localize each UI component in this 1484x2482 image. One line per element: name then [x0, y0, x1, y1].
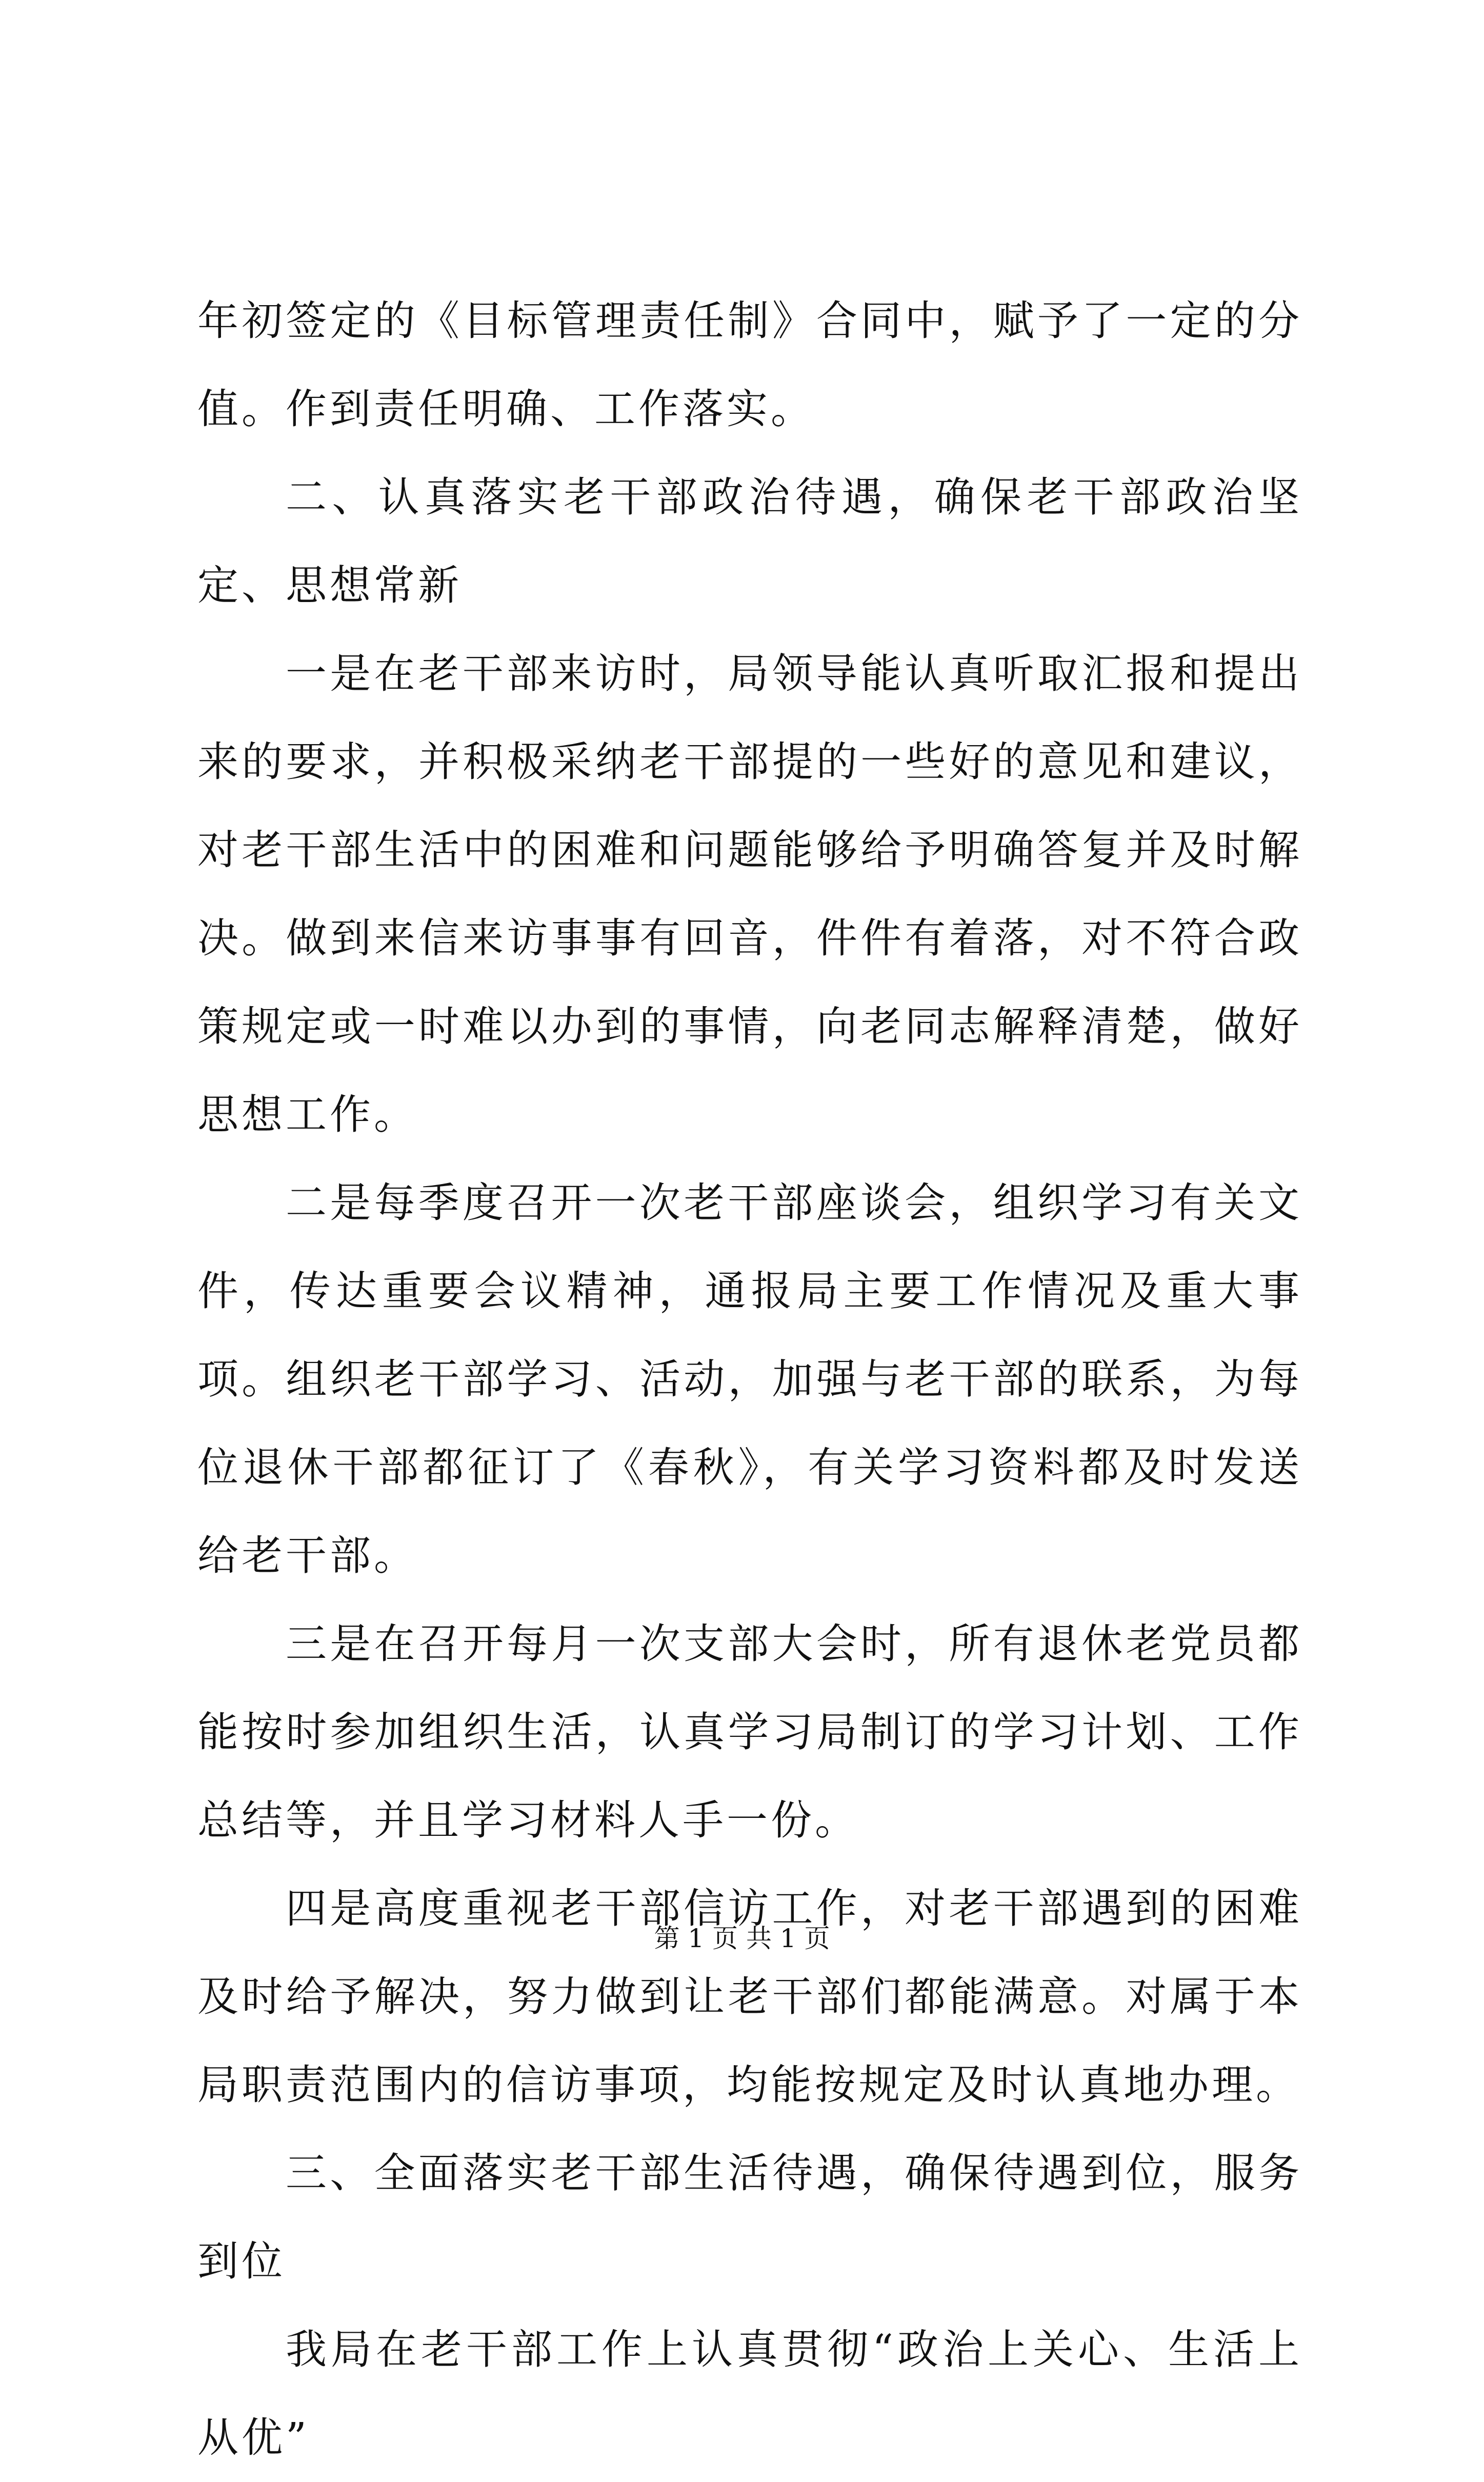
- paragraph-6: 四是高度重视老干部信访工作，对老干部遇到的困难及时给予解决，努力做到让老干部们都能满意。对属于本局职责范围内的信访事项，均能按规定及时认真地办理。: [197, 1885, 1302, 2109]
- section-heading-2: 二、认真落实老干部政治待遇，确保老干部政治坚定、思想常新: [197, 473, 1302, 609]
- paragraph-3: 一是在老干部来访时，局领导能认真听取汇报和提出来的要求，并积极采纳老干部提的一些好的意见和建议，对老干部生活中的困难和问题能够给予明确答复并及时解决。做到来信来访事事有回音，件件有着落，对不符合政策规定或一时难以办到的事情，向老同志解释清楚，做好思想工作。: [197, 650, 1302, 1138]
- document-body: [197, 277, 1302, 2482]
- page-footer: 第 1 页 共 1 页: [654, 1924, 830, 1953]
- paragraph-4: 二是每季度召开一次老干部座谈会，组织学习有关文件，传达重要会议精神，通报局主要工作情况及重大事项。组织老干部学习、活动，加强与老干部的联系，为每位退休干部都征订了《春秋》，有关学习资料都及时发送给老干部。: [197, 1179, 1302, 1579]
- section-heading-3: 三、全面落实老干部生活待遇，确保待遇到位，服务到位: [197, 2149, 1302, 2285]
- paragraph-8: 我局在老干部工作上认真贯彻“政治上关心、生活上从优”: [197, 2326, 1302, 2461]
- paragraph-1: 年初签定的《目标管理责任制》合同中，赋予了一定的分值。作到责任明确、工作落实。: [197, 297, 1302, 433]
- paragraph-5: 三是在召开每月一次支部大会时，所有退休老党员都能按时参加组织生活，认真学习局制订的学习计划、工作总结等，并且学习材料人手一份。: [197, 1620, 1302, 1844]
